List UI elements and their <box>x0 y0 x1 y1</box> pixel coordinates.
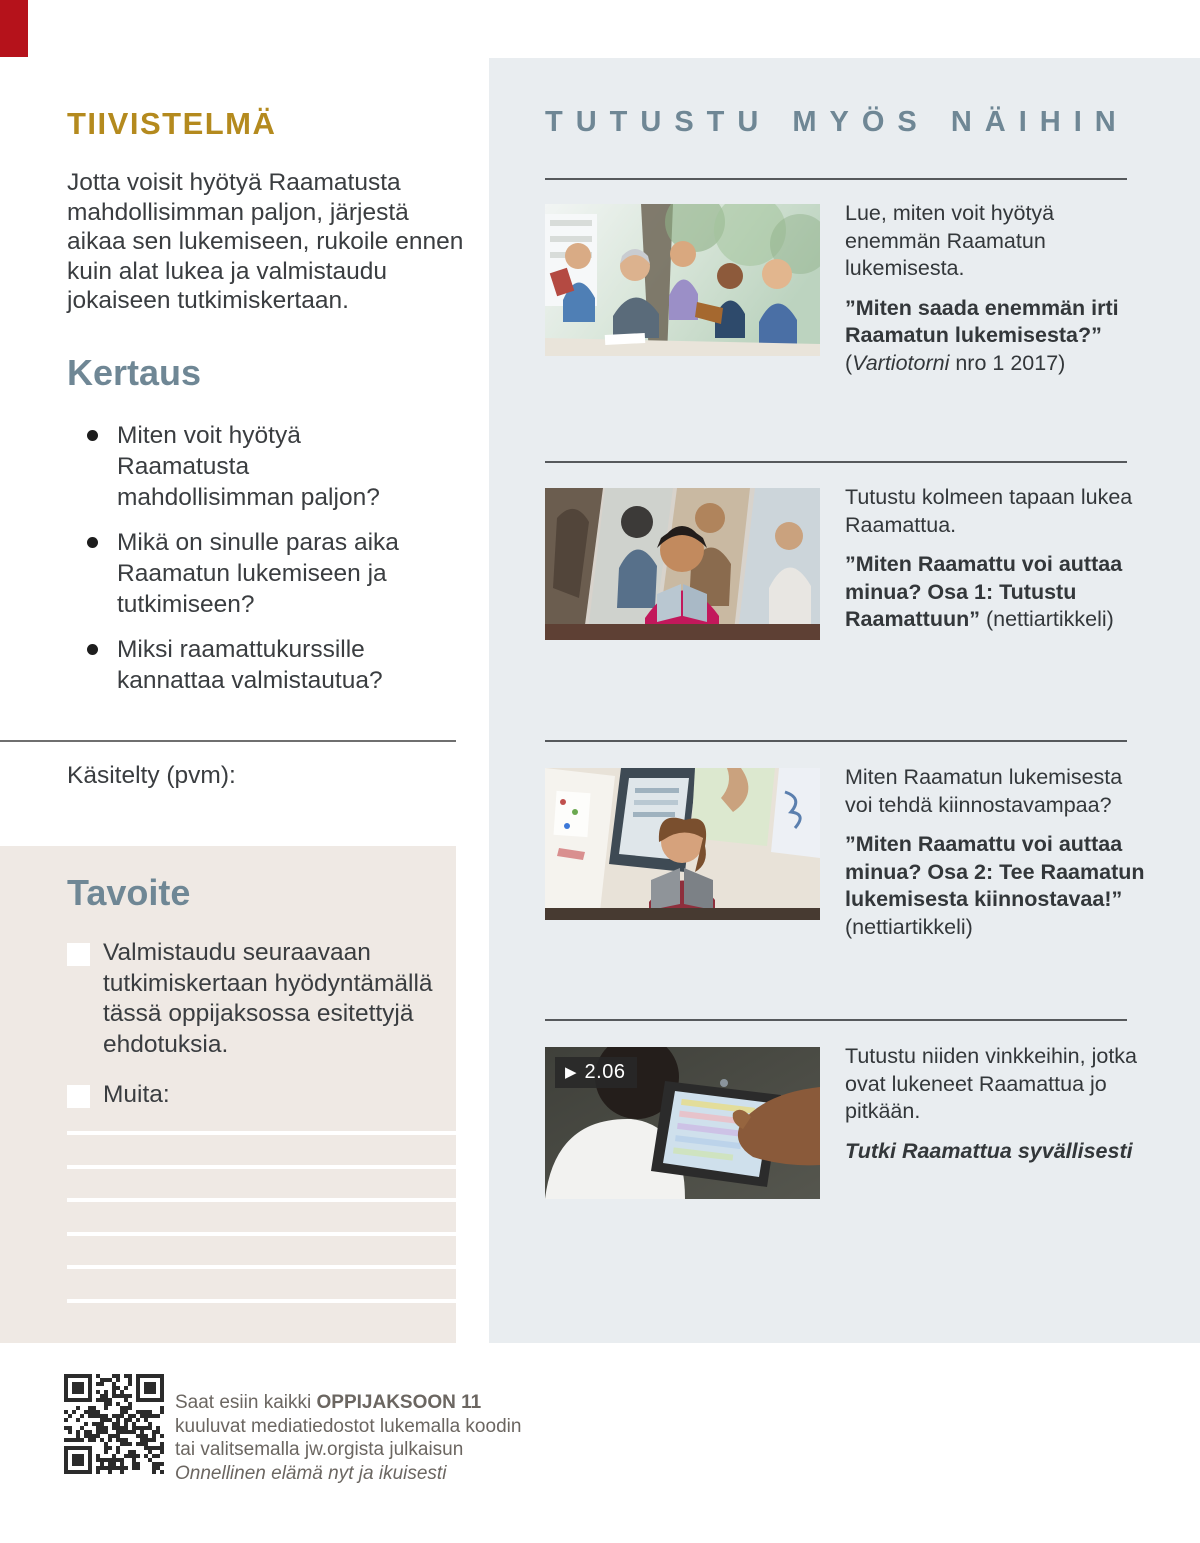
writing-line <box>67 1198 456 1202</box>
media-title: ”Miten Raamattu voi auttaa minua? Osa 1: Tutustu Raamattuun” (nettiartikkeli) <box>845 552 1123 631</box>
media-format-note: (nettiartikkeli) <box>845 914 973 939</box>
goal-item-row <box>67 1080 433 1111</box>
footer-line: Saat esiin kaikki OPPIJAKSOON 11 <box>175 1392 482 1413</box>
goal-item-label: Muita: <box>103 1081 170 1108</box>
lesson-color-tab <box>0 0 28 57</box>
media-item-text <box>845 764 1155 953</box>
media-intro: Lue, miten voit hyötyä enemmän Raamatun lukemisesta. <box>845 201 1055 280</box>
writing-line <box>67 1299 456 1303</box>
article-thumbnail-boy-reading <box>545 488 820 640</box>
review-question: Mikä on sinulle paras aika Raamatun lukemiseen ja tutkimiseen? <box>67 527 423 620</box>
goal-item-row <box>67 938 433 1060</box>
play-icon: ▶ <box>565 1064 577 1081</box>
goal-title: Tavoite <box>67 872 191 913</box>
item-divider <box>545 740 1127 742</box>
media-title: Tutki Raamattua syvällisesti <box>845 1138 1133 1163</box>
media-title: ”Miten Raamattu voi auttaa minua? Osa 2: Tee Raamatun lukemisesta kiinnostavaa!” (nettiartikkeli) <box>845 832 1145 939</box>
video-duration: 2.06 <box>584 1061 626 1083</box>
media-format-note: (nettiartikkeli) <box>979 607 1114 631</box>
article-thumbnail-outdoor-reading <box>545 204 820 356</box>
media-reference: (Vartiotorni nro 1 2017) <box>845 350 1066 375</box>
publication-title: Onnellinen elämä nyt ja ikuisesti <box>175 1462 447 1484</box>
media-item <box>545 1044 1145 1287</box>
writing-line <box>67 1232 456 1236</box>
footer-line: kuuluvat mediatiedostot lukemalla koodin <box>175 1415 522 1437</box>
media-intro: Miten Raamatun lukemisesta voi tehdä kiinnostavampaa? <box>845 765 1123 817</box>
see-also-panel <box>489 58 1200 1343</box>
bullet-icon <box>87 537 98 548</box>
item-divider <box>545 178 1127 180</box>
handled-date-label: Käsitelty (pvm): <box>67 762 236 789</box>
qr-code <box>64 1374 164 1474</box>
review-title: Kertaus <box>67 352 202 393</box>
section-divider <box>0 740 456 742</box>
media-item-text <box>845 200 1155 389</box>
writing-line <box>67 1165 456 1169</box>
lesson-number-ref: OPPIJAKSOON 11 <box>316 1392 482 1413</box>
checkbox[interactable] <box>67 943 90 966</box>
media-title: ”Miten saada enemmän irti Raamatun lukemisesta?” (Vartiotorni nro 1 2017) <box>845 295 1155 378</box>
media-item <box>545 485 1145 728</box>
bullet-icon <box>87 644 98 655</box>
media-item-text <box>845 1043 1155 1177</box>
see-also-title: TUTUSTU MYÖS NÄIHIN <box>545 106 1129 138</box>
review-question-list <box>67 420 423 710</box>
item-divider <box>545 1019 1127 1021</box>
summary-title: TIIVISTELMÄ <box>67 106 277 141</box>
footer-line: tai valitsemalla jw.orgista julkaisun <box>175 1439 464 1460</box>
media-item <box>545 201 1145 444</box>
article-thumbnail-woman-studying <box>545 768 820 920</box>
bullet-icon <box>87 430 98 441</box>
summary-paragraph: Jotta voisit hyötyä Raamatusta mahdollisimman paljon, järjestä aikaa sen lukemiseen, rukoile ennen kuin alat lukea ja valmistaudu jokaiseen tutkimiskertaan. <box>67 169 464 314</box>
writing-line <box>67 1131 456 1135</box>
goal-box <box>0 846 456 1343</box>
item-divider <box>545 461 1127 463</box>
review-question: Miten voit hyötyä Raamatusta mahdollisimman paljon? <box>67 420 423 513</box>
media-item <box>545 765 1145 1008</box>
video-duration-badge <box>555 1057 637 1088</box>
footer-note <box>175 1391 521 1485</box>
media-intro: Tutustu niiden vinkkeihin, jotka ovat lukeneet Raamattua jo pitkään. <box>845 1044 1138 1123</box>
media-item-text <box>845 484 1155 646</box>
checkbox[interactable] <box>67 1085 90 1108</box>
review-question: Miksi raamattukurssille kannattaa valmistautua? <box>67 634 423 696</box>
media-intro: Tutustu kolmeen tapaan lukea Raamattua. <box>845 485 1133 537</box>
goal-item-label: Valmistaudu seuraavaan tutkimiskertaan hyödyntämällä tässä oppijaksossa esitettyjä ehdotuksia. <box>103 939 433 1058</box>
writing-line <box>67 1265 456 1269</box>
